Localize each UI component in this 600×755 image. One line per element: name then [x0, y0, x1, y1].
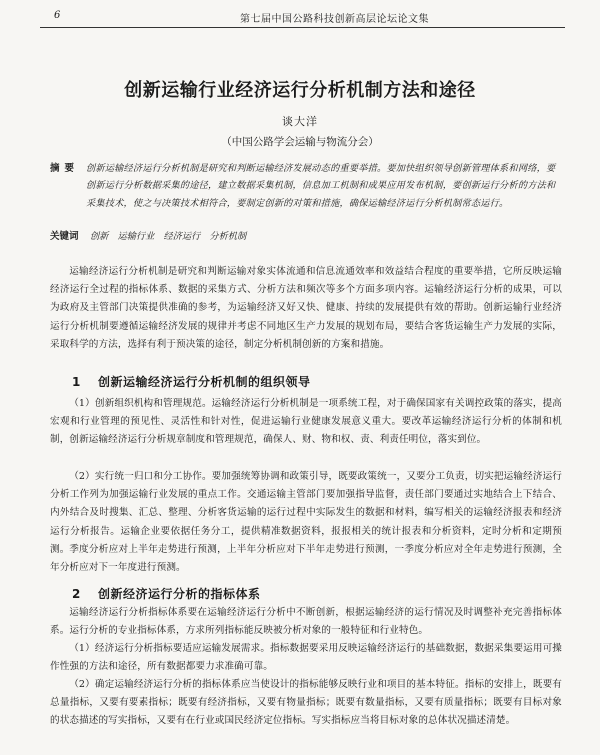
section-1-paragraph-2: （2）实行统一归口和分工协作。要加强统筹协调和政策引导，既要政策统一，又要分工负责，切实把运输经济运行分析工作列为加强运输行业发展的重点工作。交通运输主管部门要加强指导监督，责任部门要通过实地结合上下结合、内外结合及时搜集、汇总、整理、分析客货运输的运行过程中实际发生的数据和材料，编写相关的运输经济报表和经济运行分析报告。运输企业要依据任务分工，提供精准数据资料，报报相关的统计报表和分析资料，定时分析和定期预测。 [50, 471, 562, 555]
section-2-number: 2 [72, 587, 81, 601]
paper-title: 创新运输行业经济运行分析机制方法和途径 [124, 80, 476, 101]
affiliation: （中国公路学会运输与物流分会） [221, 136, 379, 148]
intro-paragraph: 运输经济运行分析机制是研究和判断运输对象实体流通和信息流通效率和效益结合程度的重要举措，它所反映运输经济运行全过程的指标体系、数据的采集方式、分析方法和频次等多个方面多项内容。运输经济运行分析的成果，可以为政府及主管部门决策提供准确的参考，为运输经济又好又快、健康、持续的发展提供有效的帮助。创新运输行业经济运行分析机制要遵循运输经济发展的规律并考虑不同地区生产力发展的规划布局，要结合客货运输生产力发展的实际，采取科学的方法，选择有利于预决策的途径，制定分析机制创新的方案和措施。 [50, 266, 562, 350]
journal-title: 第七届中国公路科技创新高层论坛论文集 [240, 14, 429, 25]
author: 谈大洋 [282, 115, 318, 128]
section-2-title: 创新经济运行分析的指标体系 [98, 587, 261, 601]
keywords-text: 创新 运输行业 经济运行 分析机制 [90, 231, 247, 242]
section-2-paragraph-3: （2）确定运输经济运行分析的指标体系应当使设计的指标能够反映行业和项目的基本特征。指标的安排上，既要有总量指标，又要有要素指标；既要有经济指标，又要有物量指标；既要有数量指标，又要有质量指标；既要有目标对象的状态描述的写实指标，又要有在行业或国民经济定位指标。写实指标应当将目标对象的总体状况描述清楚。 [50, 679, 562, 727]
section-2-paragraph-2: （1）经济运行分析指标要适应运输发展需求。指标数据要采用反映运输经济运行的基础数据，数据采集要运用可操作性强的方法和途径，所有数据都要力求准确可靠。 [50, 643, 562, 673]
abstract-text: 创新运输经济运行分析机制是研究和判断运输经济发展动态的重要举措。要加快组织领导创新管理体系和网络，要创新运行分析数据采集的途径，建立数据采集机制，信息加工机制和成果应用发布机制，要创新运行分析的方法和采集技术，使之与决策技术相符合，要制定创新的对策和措施，确保运输经济运行分析机制常态运行。 [86, 163, 556, 209]
header-rule [40, 27, 565, 28]
section-1-paragraph-3: 季度分析应对上半年走势进行预测，上半年分析应对下半年走势进行预测，一季度分析应对全年走势进行预测，全年分析应对下一年度进行预测。 [50, 544, 562, 574]
keywords-label: 关键词 [50, 231, 79, 242]
section-1-paragraph-1: （1）创新组织机构和管理规范。运输经济运行分析机制是一项系统工程，对于确保国家有关调控政策的落实，提高宏观和行业管理的预见性、灵活性和针对性，促进运输行业健康发展意义重大。要改革运输经济运行分析的体制和机制，创新运输经济运行分析规章制度和管理规范，确保人、财、物和权、责、利责任明位，落实到位。 [50, 398, 562, 446]
running-head [40, 10, 565, 28]
page-number: 6 [54, 10, 61, 21]
section-1-heading [72, 373, 311, 390]
section-2-heading [72, 585, 261, 602]
abstract-label: 摘要 [50, 163, 80, 174]
section-1-title: 创新运输经济运行分析机制的组织领导 [98, 375, 311, 389]
section-1-number: 1 [72, 375, 81, 389]
section-2-paragraph-1: 运输经济运行分析指标体系要在运输经济运行分析中不断创新，根据运输经济的运行情况及时调整补充完善指标体系。运行分析的专业指标体系，方求所列指标能反映被分析对象的一般特征和行业特色。 [50, 607, 562, 637]
